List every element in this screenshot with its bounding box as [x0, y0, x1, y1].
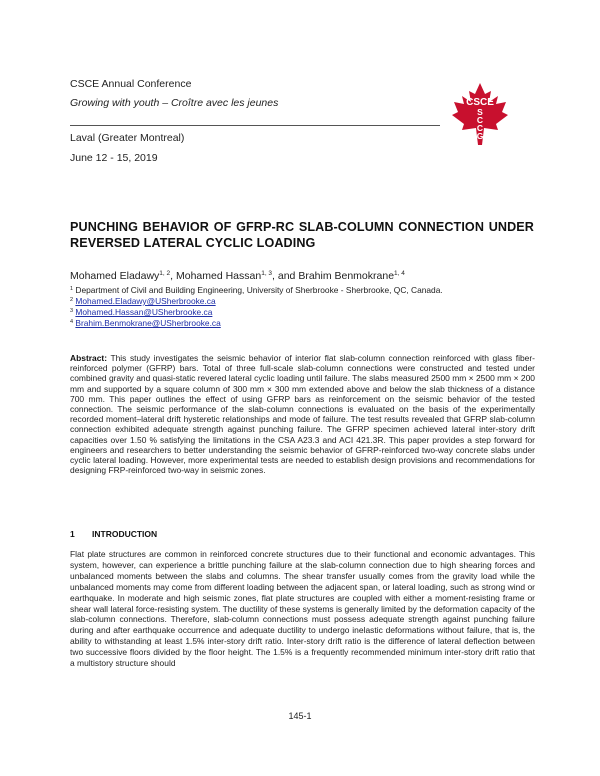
logo-letter: C	[476, 115, 484, 125]
section-title: INTRODUCTION	[92, 529, 158, 539]
author-name: Mohamed Eladawy	[70, 270, 160, 282]
logo-letter: C	[476, 123, 484, 133]
affiliation-email: $^4$ Brahim.Benmokrane@USherbrooke.ca	[70, 318, 221, 328]
affiliation: $^1$ Department of Civil and Building Engineering, University of Sherbrooke - Sherbrooke, QC, Canada.	[70, 285, 443, 295]
logo-text-top: CSCE	[466, 97, 494, 108]
author-affil-sup: 1, 4	[394, 270, 405, 277]
page-number: 145-1	[288, 711, 312, 721]
author-list: Mohamed Eladawy$^{1, 2}$, Mohamed Hassan$^{1, 3}$, and Brahim Benmokrane$^{1, 4}$	[70, 270, 405, 282]
conference-name: CSCE Annual Conference	[70, 78, 192, 90]
affiliation-email: $^2$ Mohamed.Eladawy@USherbrooke.ca	[70, 296, 216, 306]
email-link[interactable]: Mohamed.Hassan@USherbrooke.ca	[75, 307, 213, 317]
abstract	[70, 353, 535, 475]
section-body: Flat plate structures are common in reinforced concrete structures due to their functional and economic advantages. This system, however, can experience a brittle punching failure at the slab-column connection due to high shearing forces and unbalanced moments between the slabs and columns. The shear transfer usually comes from the gravity load while the unbalanced moments may come from different loading between the adjacent span, or lateral loading, such as strong wind or earthquake. In moderate and high seismic zones, flat plate structures are coupled with either a moment-resisting frame or shear wall lateral force-resisting system. The ductility of these systems is generally limited by the deformation capacity of the slab-column connections. Therefore, slab-column connections must possess adequate strength against punching failure during and after earthquake occurrence and adequate ductility to undergo inelastic deformations without failure, that is, the ability to withstanding at least 1.5% inter-story drift ratio. Inter-story drift ratio is the difference of lateral deflection between two successive floors divided by the floor height. The 1.5% is a frequently recommended minimum inter-story drift ratio that a multistory structure should	[70, 549, 535, 669]
author-name: Brahim Benmokrane	[298, 270, 395, 282]
paper-title: PUNCHING BEHAVIOR OF GFRP-RC SLAB-COLUMN CONNECTION UNDER REVERSED LATERAL CYCLIC LOADING	[70, 220, 534, 250]
author-affil-sup: 1, 3	[261, 270, 273, 277]
logo-letter: S	[477, 107, 483, 117]
author-name: Mohamed Hassan	[175, 270, 262, 282]
abstract-label: Abstract:	[70, 353, 108, 363]
email-link[interactable]: Mohamed.Eladawy@USherbrooke.ca	[75, 296, 216, 306]
section-number: 1	[70, 529, 75, 539]
email-link[interactable]: Brahim.Benmokrane@USherbrooke.ca	[75, 318, 221, 328]
section-heading	[70, 529, 157, 539]
header-divider	[70, 125, 440, 126]
author-affil-sup: 1, 2	[159, 270, 171, 277]
abstract-text: This study investigates the seismic behavior of interior flat slab-column connection reinforced with glass fiber-reinforced polymer (GFRP) bars. Total of three full-scale slab-column connections were constructed and tested under combined gravity and quasi-static revered lateral cyclic loading until failure. The slabs measured 2500 mm × 2500 mm × 200 mm and supported by a square column of 300 mm × 300 mm extended above and below the slab thickness of a distance 700 mm. This paper outlines the effect of using GFRP bars as reinforcement on the seismic behavior of the tested connection. The seismic performance of the slab-column connections is evaluated on the basis of the experimentally recorded moment–lateral drift hysteretic relationships and mode of failure. The test results revealed that GFRP slab-column connection exhibited adequate strength against punching failure. The GFRP specimen achieved lateral inter-story drift capacities over 1.50 % satisfying the limitations in the CSA A23.3 and ACI 421.3R. This paper provides a step forward for engineers and researchers to better understanding the seismic behavior of GFRP-reinforced two-way concrete slabs under cyclic lateral loading. However, more experimental tests are needed to establish design provisions and recommendations for designing FRP-reinforced two-way in seismic zones.	[70, 353, 535, 476]
conference-location: Laval (Greater Montreal)	[70, 132, 185, 144]
logo-year: 1887	[486, 131, 494, 135]
affiliation-email: $^3$ Mohamed.Hassan@USherbrooke.ca	[70, 307, 213, 317]
logo-text-bottom: G	[476, 131, 484, 141]
conference-theme: Growing with youth – Croître avec les jeunes	[70, 97, 279, 109]
conference-dates: June 12 - 15, 2019	[70, 152, 158, 164]
csce-maple-leaf-logo	[451, 82, 509, 146]
